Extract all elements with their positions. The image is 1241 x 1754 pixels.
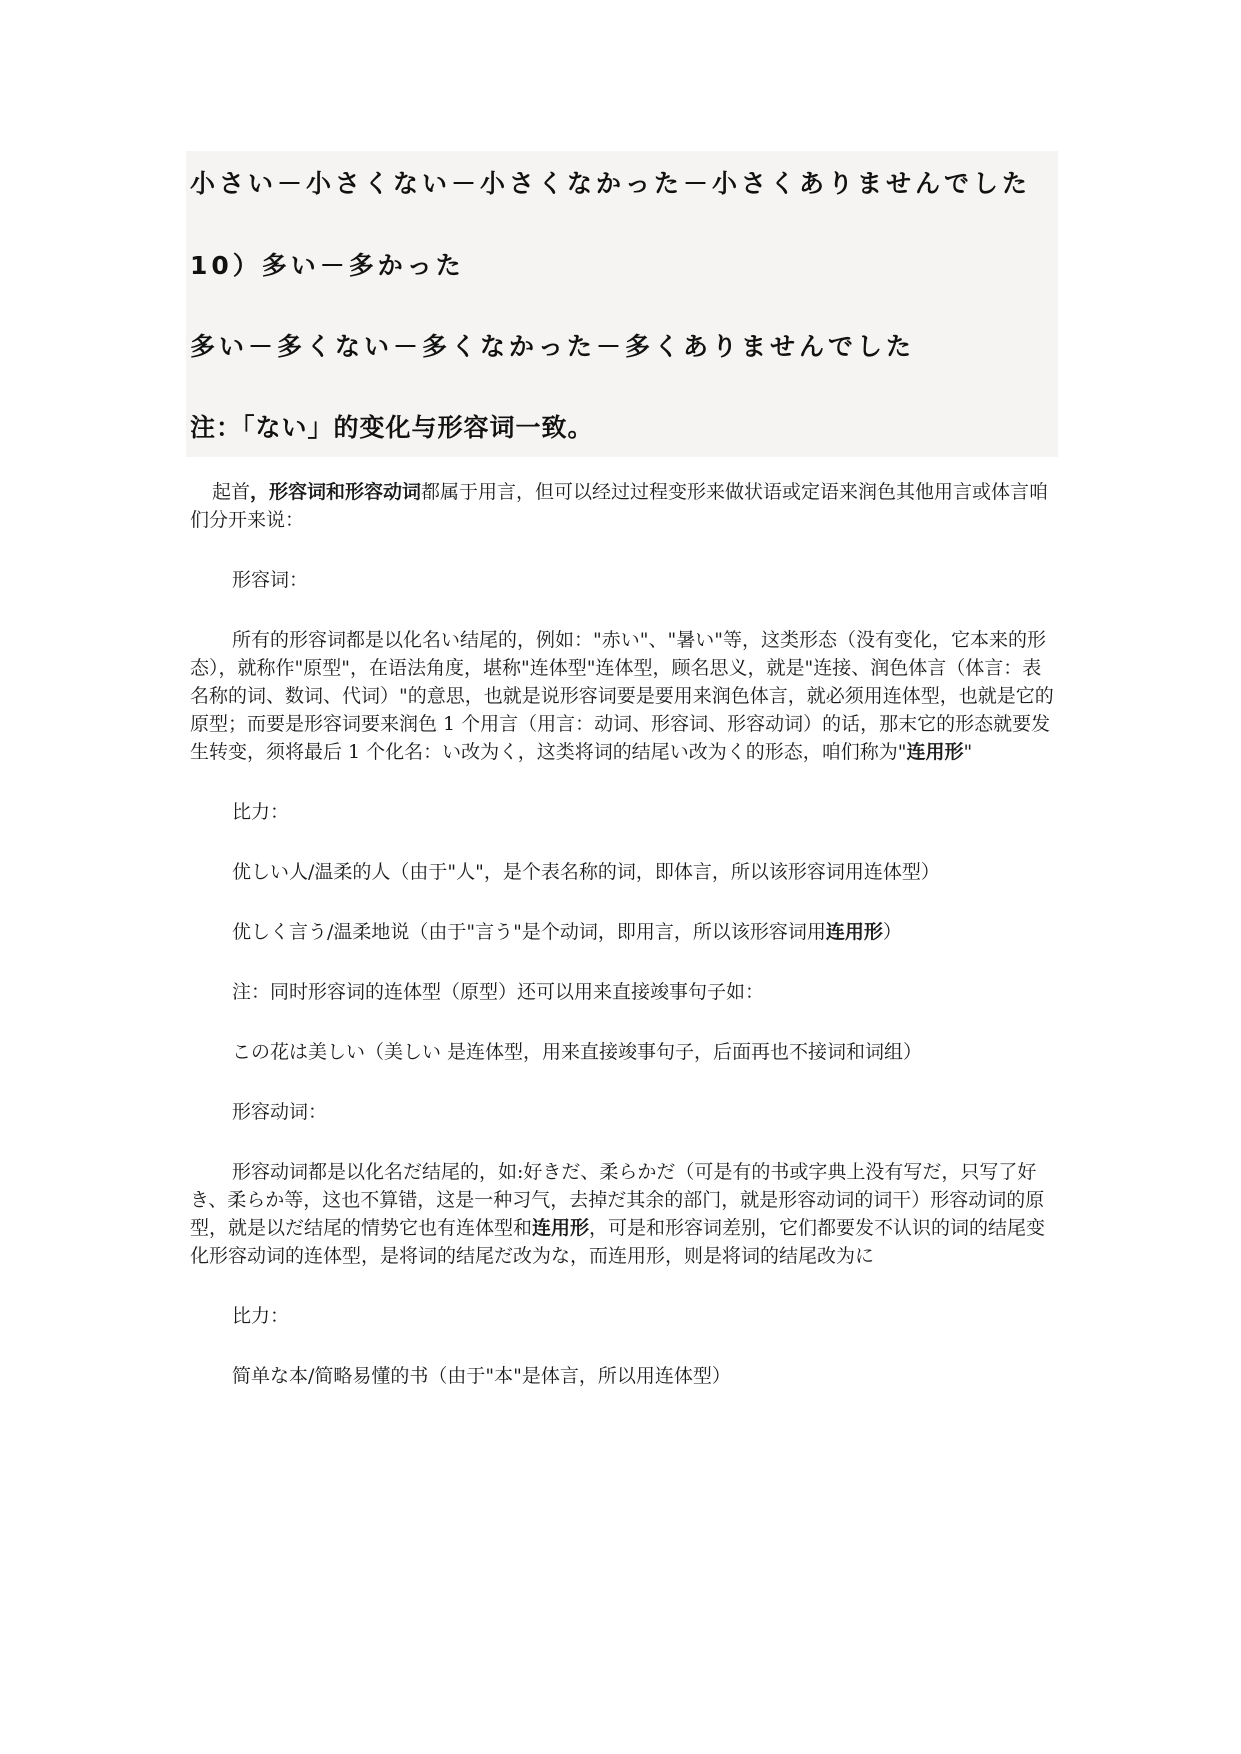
paragraph-adjectival-verb-explanation: 形容动词都是以化名だ结尾的，如:好きだ、柔らかだ（可是有的书或字典上没有写だ，只写了好き、柔らか等，这也不算错，这是一种习气，去掉だ其余的部门，就是形容动词的词干）形容动词的原型，就是以だ结尾的情势它也有连体型和连用形，可是和形容词差别，它们都要发不认识的词的结尾变化形容动词的连体型，是将词的结尾だ改为な，而连用形，则是将词的结尾改为に bbox=[190, 1161, 1046, 1267]
box-line-3: 多い－多くない－多くなかった－多くありませんでした bbox=[190, 332, 916, 361]
heading-adjective: 形容词： bbox=[232, 569, 309, 591]
example-na-adjective: 简单な本/简略易懂的书（由于"本"是体言，所以用连体型） bbox=[232, 1365, 731, 1387]
paragraph-adjective-explanation: 所有的形容词都是以化名い结尾的，例如："赤い"、"暑い"等，这类形态（没有变化，它本来的形态），就称作"原型"，在语法角度，堪称"连体型"连体型，顾名思义，就是"连接、润色体言（体言：表名称的词、数词、代词）"的意思，也就是说形容词要是要用来润色体言，就必须用连体型，也就是它的原型；而要是形容词要来润色 1 个用言（用言：动词、形容词、形容动词）的话，那末它的形态就要发生转变，须将最后 1 个化名：い改为く，这类将词的结尾い改为く的形态，咱们称为"连用形" bbox=[190, 629, 1054, 763]
example-sentence-ending: この花は美しい（美しい 是连体型，用来直接竣事句子，后面再也不接词和词组） bbox=[232, 1041, 923, 1063]
paragraph-intro: 起首，形容词和形容动词都属于用言，但可以经过过程变形来做状语或定语来润色其他用言或体言咱们分开来说： bbox=[190, 481, 1049, 531]
box-line-1: 小さい－小さくない－小さくなかった－小さくありませんでした bbox=[190, 169, 1032, 198]
body-text bbox=[190, 478, 1056, 1422]
label-compare-2: 比力： bbox=[232, 1305, 290, 1327]
box-line-2: 10）多い－多かった bbox=[190, 251, 465, 280]
box-line-4: 注：「ない」的变化与形容词一致。 bbox=[190, 413, 594, 442]
example-continuative: 优しく言う/温柔地说（由于"言う"是个动词，即用言，所以该形容词用连用形） bbox=[232, 921, 902, 943]
heading-adjectival-verb: 形容动词： bbox=[232, 1101, 328, 1123]
example-attributive: 优しい人/温柔的人（由于"人"，是个表名称的词，即体言，所以该形容词用连体型） bbox=[232, 861, 940, 883]
label-compare-1: 比力： bbox=[232, 801, 290, 823]
note-sentence-ending: 注：同时形容词的连体型（原型）还可以用来直接竣事句子如： bbox=[232, 981, 765, 1003]
